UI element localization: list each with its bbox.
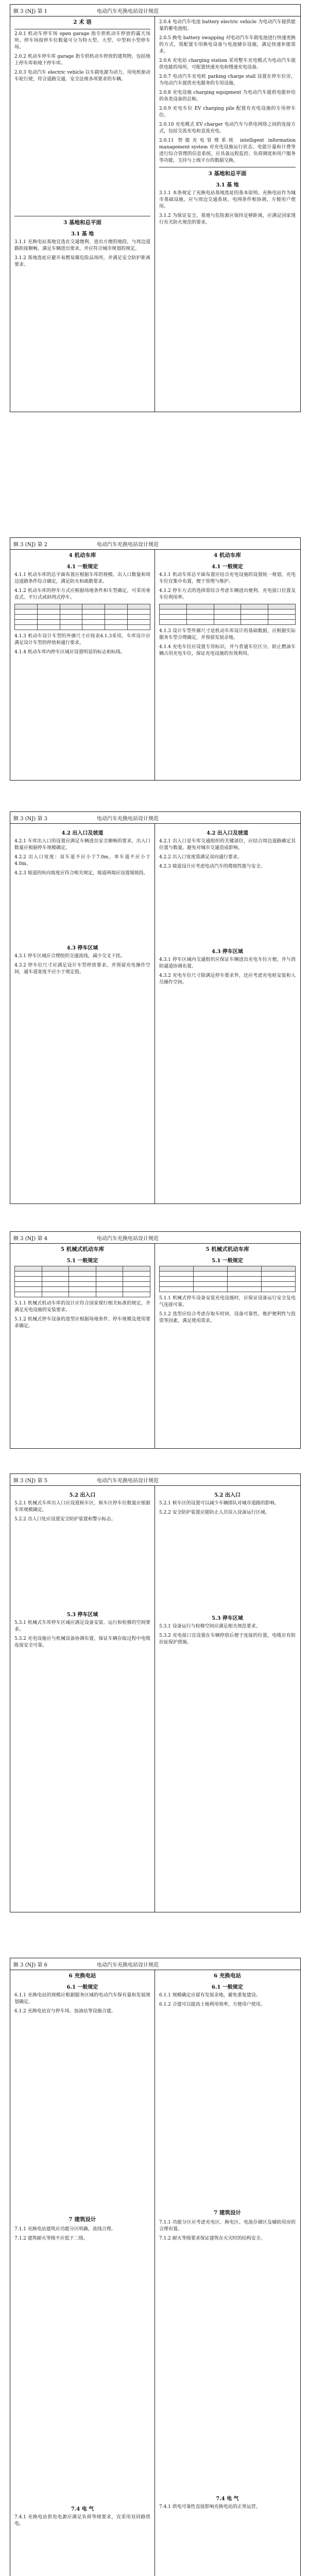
paragraph: 4.2.2 出入口宽度需满足双向通行要求。 xyxy=(159,855,242,860)
paragraph: 4.1.1 机动车库的总平面布置应根据车库的规模、出入口数量和周边道路条件综合确定，满足防火和疏散要求。 xyxy=(14,572,150,584)
paragraph: 4.1.3 设计车型外廓尺寸是机动车库设计的基础数据，应根据实际服务车型合理确定，并预留发展余地。 xyxy=(159,629,296,640)
subsection-heading: 4.2 出入口及坡道 xyxy=(61,831,104,836)
paragraph: 5.3.1 机械式车库停车区域应满足设备安装、运行和检修的空间要求。 xyxy=(14,1620,150,1632)
header-center: 电动汽车充换电站设计规范 xyxy=(97,1236,159,1242)
right-column xyxy=(155,823,300,1204)
paragraph: 4.1.2 停车方式的选择需综合考虑车辆进出便利、充电接口位置及车位利用率。 xyxy=(159,588,296,600)
paragraph: 6.1.1 规模确定应留有发展余地，避免重复建设。 xyxy=(159,1993,261,1998)
header-center: 电动汽车充换电站设计规范 xyxy=(97,542,159,548)
paragraph: 7.4.1 充换电站供电电源应满足负荷等级要求，宜采用双回路供电。 xyxy=(14,2515,150,2527)
left-column xyxy=(10,1243,155,1448)
paragraph: 5.3.1 设备运行与检修空间应满足相关规范要求。 xyxy=(159,1624,261,1629)
data-table xyxy=(159,1266,296,1292)
section-heading: 6 充换电站 xyxy=(214,1973,241,1979)
page-sheet-4 xyxy=(10,1231,301,1449)
left-column xyxy=(10,1485,155,1912)
page-header xyxy=(10,5,300,16)
paragraph: 2.0.5 换电 battery swapping 对电动汽车车载电池进行快速更换的方式，需配置专用换电设备与电池储存设施，满足快速补能需求。 xyxy=(159,36,296,54)
paragraph: 7.1.1 充换电站建筑应功能分区明确，流线合理。 xyxy=(14,2227,116,2232)
section-heading: 3 基地和总平面 xyxy=(208,171,247,177)
page-header xyxy=(10,812,300,824)
left-column xyxy=(10,1970,155,2576)
paragraph: 5.1.1 机械式机动车库的设计应符合国家现行相关标准的规定，并满足充电设施的安装要求。 xyxy=(14,1301,150,1313)
header-center: 电动汽车充换电站设计规范 xyxy=(97,816,159,822)
paragraph: 4.1.4 充电车位应设置专用标识，并与普通车位区分，防止燃油车辆占用充电车位，保证充电设施的有效利用。 xyxy=(159,645,296,656)
section-heading: 5 机械式机动车库 xyxy=(60,1246,105,1252)
paragraph: 4.3.1 停车区域应合理组织交通流线，减少交叉干扰。 xyxy=(14,954,125,959)
header-left: 额 3 (NJ) 第 5 xyxy=(13,1478,48,1484)
data-table xyxy=(159,604,296,625)
right-column xyxy=(155,1970,300,2576)
subsection-heading: 5.2 出入口 xyxy=(214,1493,241,1498)
subsection-heading: 5.1 一般规定 xyxy=(212,1258,243,1264)
section-heading: 4 机动车库 xyxy=(214,552,241,558)
paragraph: 7.1.2 耐火等级要求保证建筑在火灾时的结构安全。 xyxy=(159,2236,265,2241)
paragraph: 2.0.10 充电模式 EV charger 电动汽车与供电网络之间的连接方式，包括交流充电和直流充电。 xyxy=(159,122,296,134)
left-column xyxy=(10,16,155,412)
subsection-heading: 6.1 一般规定 xyxy=(66,1985,98,1990)
paragraph: 5.3.2 充电接口宜设置在车辆停放后便于连接的位置，电缆应有防拉扯保护措施。 xyxy=(159,1633,296,1645)
right-column xyxy=(155,549,300,780)
section-heading: 2 术 语 xyxy=(73,19,92,25)
left-column xyxy=(10,823,155,1204)
paragraph: 4.1.4 机动车库内停车区域应设置明显的标志和标线。 xyxy=(14,650,125,655)
paragraph: 5.2.1 候车区的设置可以减少车辆排队对城市道路的影响。 xyxy=(159,1501,279,1506)
section-heading: 5 机械式机动车库 xyxy=(205,1246,249,1252)
page-sheet-1 xyxy=(10,4,301,412)
paragraph: 4.3.1 停车区域内交通组织应保证车辆进出充电车位方便，并与消防通道协调布置。 xyxy=(159,957,296,969)
page-sheet-6 xyxy=(10,1958,301,2576)
subsection-heading: 4.3 停车区域 xyxy=(66,945,98,951)
paragraph: 6.1.2 充换电站宜与停车场、加油站等设施合建。 xyxy=(14,2009,116,2014)
header-left: 额 3 (NJ) 第 1 xyxy=(13,9,48,14)
page-sheet-3 xyxy=(10,811,301,1204)
paragraph: 4.2.1 车库出入口的设置应满足车辆进出安全顺畅的要求，出入口数量应根据停车规模确定。 xyxy=(14,839,150,851)
subsection-heading: 3.1 基 地 xyxy=(71,231,94,237)
page-header xyxy=(10,1474,300,1486)
section-heading: 7 建筑设计 xyxy=(68,2216,96,2223)
paragraph: 6.1.1 充换电站的规模应根据服务区域的电动汽车保有量和发展规划确定。 xyxy=(14,1993,150,2005)
paragraph: 2.0.8 充电设施 charging equipment 为电动汽车提供电能补给的各类设备的总称。 xyxy=(159,90,296,102)
paragraph: 2.0.3 电动汽车 electric vehicle 以车载电源为动力，用电机驱动车轮行驶，符合道路交通、安全法规各项要求的车辆。 xyxy=(14,70,150,82)
section-heading: 3 基地和总平面 xyxy=(63,219,101,226)
subsection-heading: 7.4 电 气 xyxy=(216,2496,239,2502)
paragraph: 2.0.2 机动车停车库 garage 指专供机动车停放的建筑物，包括地上停车库和地下停车库。 xyxy=(14,54,150,66)
subsection-heading: 3.1 基 地 xyxy=(216,182,239,188)
paragraph: 2.0.11 智能充电管理系统 intelligent information management system 对充电设施运行状态、电能计量和计费等进行综合管理的信息系统，应具备远程监控、负荷调度和用户服务等功能，支持与上级平台的数据交换。 xyxy=(159,138,296,163)
paragraph: 4.2.1 出入口是车库交通组织的关键部位，应结合周边道路确定其位置与数量，避免对城市交通造成影响。 xyxy=(159,839,296,851)
paragraph: 7.1.2 建筑耐火等级不应低于二级。 xyxy=(14,2236,88,2241)
paragraph: 4.3.2 充电车位尺寸除满足停车要求外，还应考虑充电桩安装和人员操作空间。 xyxy=(159,973,296,985)
paragraph: 4.1.3 机动车设计车型的外廓尺寸应按表4.1.3采用，车库设计应满足设计车型的停放和通行要求。 xyxy=(14,634,150,646)
page-header xyxy=(10,1232,300,1244)
paragraph: 2.0.1 机动车停车场 open garage 指专供机动车停放的露天场所。停车场按停车位数量可分为特大型、大型、中型和小型停车场。 xyxy=(14,31,150,50)
paragraph: 3.1.2 基地选址应避开易燃易爆危险品场所，并满足安全防护距离要求。 xyxy=(14,256,150,267)
paragraph: 4.2.2 出入口宽度：双车道不应小于7.0m，单车道不应小于4.0m。 xyxy=(14,855,150,867)
paragraph: 3.1.1 充换电站基地宜选在交通便利、进出方便的地段，与周边道路衔接顺畅，满足车辆进出要求，并应符合城市规划的规定。 xyxy=(14,240,150,251)
data-table xyxy=(14,604,150,630)
header-left: 额 3 (NJ) 第 6 xyxy=(13,1962,48,1968)
data-table xyxy=(14,1266,150,1297)
paragraph: 2.0.9 充电车位 EV charging pile 配置有充电设施的专用停车位。 xyxy=(159,106,296,118)
paragraph: 2.0.6 充电站 charging station 采用整车充电模式为电动汽车提供电能的场所，可配置快速充电和慢速充电设备。 xyxy=(159,58,296,70)
paragraph: 5.2.2 安全防护装置应能防止人员误入设备运行区域。 xyxy=(159,1510,270,1515)
subsection-heading: 6.1 一般规定 xyxy=(212,1985,243,1990)
paragraph: 2.0.7 电动汽车充电桩 parking charge stall 设置在停车位旁，为电动汽车提供充电服务的专用设施。 xyxy=(159,74,296,86)
header-center: 电动汽车充换电站设计规范 xyxy=(97,1478,159,1484)
paragraph: 5.1.1 机械式停车设备安装充电设施时，应保证设备运行安全及电气连接可靠。 xyxy=(159,1296,296,1308)
subsection-heading: 5.1 一般规定 xyxy=(66,1258,98,1264)
subsection-heading: 7.4 电 气 xyxy=(71,2506,94,2512)
right-column xyxy=(155,1243,300,1448)
paragraph: 3.1.2 为保证安全，基地与危险源应保持足够距离，应满足国家现行有关防火规范的要求。 xyxy=(159,213,296,225)
section-heading: 6 充换电站 xyxy=(68,1973,96,1979)
paragraph: 4.2.3 坡道设计应考虑电动汽车的爬坡性能与安全。 xyxy=(159,864,265,869)
page-header xyxy=(10,1958,300,1970)
left-column xyxy=(10,549,155,780)
paragraph: 4.1.1 机动车库总平面布置应结合充电设施的设置统一规划，充电车位宜集中布置，便于管理与维护。 xyxy=(159,572,296,584)
paragraph: 3.1.1 本条规定了充换电站基地选址的基本原则。充换电站作为城市基础设施，应与周边交通系统、电网条件相协调，方便用户使用。 xyxy=(159,191,296,209)
paragraph: 4.3.2 停车位尺寸应满足设计车型停放要求，并预留充电操作空间，通车道宽度不应小于规定值。 xyxy=(14,963,150,975)
header-center: 电动汽车充换电站设计规范 xyxy=(97,9,159,14)
paragraph: 5.2.1 机械式车库出入口应设置候车区，候车区停车位数量应根据车库规模确定。 xyxy=(14,1501,150,1513)
paragraph: 2.0.4 电动汽车电池 battery electric vehicle 为电动汽车提供能量的蓄电池组。 xyxy=(159,20,296,31)
header-center: 电动汽车充换电站设计规范 xyxy=(97,1962,159,1968)
subsection-heading: 4.2 出入口及坡道 xyxy=(207,831,248,836)
paragraph: 7.4.1 供电可靠性直接影响充换电站的正常运营。 xyxy=(159,2504,261,2510)
header-left: 额 3 (NJ) 第 2 xyxy=(13,542,48,548)
paragraph: 5.2.2 出入口处应设置安全防护装置和警示标志。 xyxy=(14,1517,116,1522)
page-sheet-5 xyxy=(10,1473,301,1912)
subsection-heading: 5.3 停车区域 xyxy=(66,1612,98,1618)
section-heading: 4 机动车库 xyxy=(68,552,96,558)
subsection-heading: 4.1 一般规定 xyxy=(212,564,243,570)
header-left: 额 3 (NJ) 第 4 xyxy=(13,1236,48,1242)
subsection-heading: 4.1 一般规定 xyxy=(66,564,98,570)
paragraph: 5.1.2 选型应综合考虑存取车时间、设备可靠性、维护便利性与投资等因素，满足使用需求。 xyxy=(159,1312,296,1324)
paragraph: 6.1.2 合建可以提高土地利用效率，方便用户使用。 xyxy=(159,2002,265,2007)
header-left: 额 3 (NJ) 第 3 xyxy=(13,816,48,822)
section-heading: 7 建筑设计 xyxy=(214,2210,241,2216)
right-column xyxy=(155,1485,300,1912)
paragraph: 4.2.3 坡道的纵向坡度应符合相关规定，坡道两端应设置缓坡段。 xyxy=(14,871,148,876)
paragraph: 7.1.1 功能分区应考虑充电区、换电区、电池存储区及辅助用房的合理布置。 xyxy=(159,2220,296,2232)
paragraph: 5.1.2 机械式停车设备的选型应根据场地条件、停车规模及使用要求确定。 xyxy=(14,1317,150,1329)
subsection-heading: 5.3 停车区域 xyxy=(212,1616,243,1621)
paragraph: 4.1.2 机动车库的停车方式应根据场地条件和车型确定，可采用垂直式、平行式或斜列式停车。 xyxy=(14,588,150,600)
page-header xyxy=(10,538,300,550)
paragraph: 5.3.2 充电设施应与机械设备协调布置，保证车辆存取过程中电缆连接安全可靠。 xyxy=(14,1636,150,1648)
subsection-heading: 4.3 停车区域 xyxy=(212,949,243,955)
page-sheet-2 xyxy=(10,537,301,781)
right-column xyxy=(155,16,300,412)
subsection-heading: 5.2 出入口 xyxy=(69,1493,96,1498)
